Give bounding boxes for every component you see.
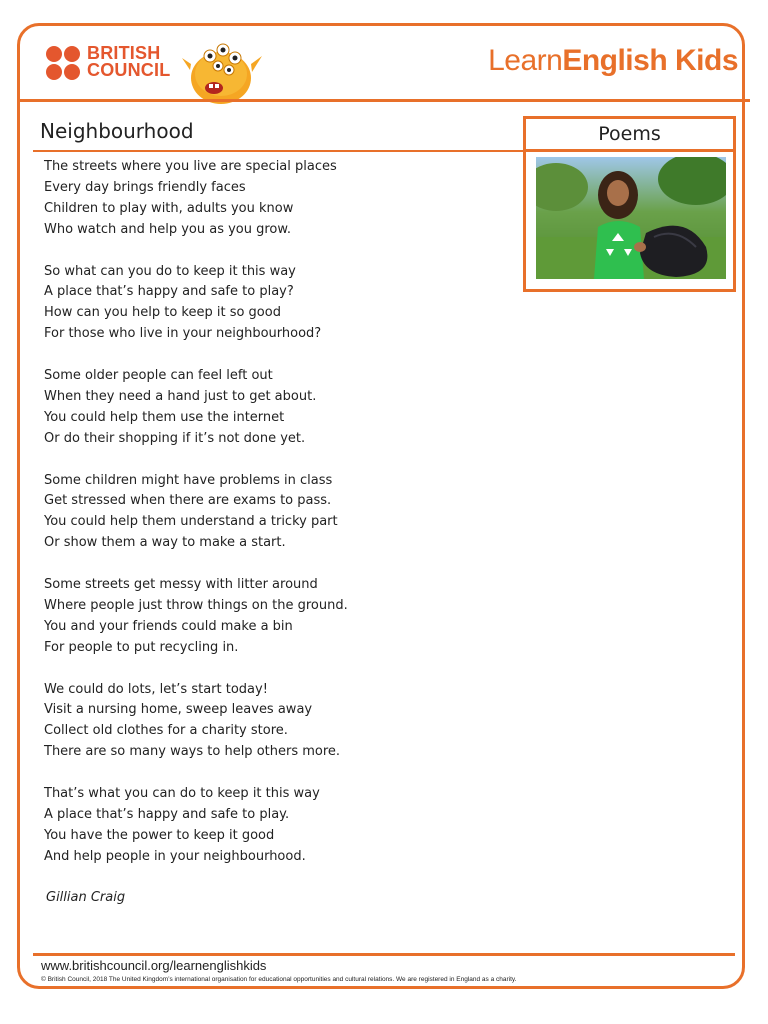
poem-line: Get stressed when there are exams to pass. bbox=[44, 493, 332, 509]
poem-line: You could help them use the internet bbox=[44, 409, 285, 425]
poem-stanza bbox=[44, 157, 514, 241]
poem-line: Some children might have problems in class bbox=[44, 472, 333, 488]
poem-line: For those who live in your neighbourhood? bbox=[44, 326, 322, 342]
poem-line: Who watch and help you as you grow. bbox=[44, 221, 291, 237]
poem-line: Collect old clothes for a charity store. bbox=[44, 723, 288, 739]
poem-line: Every day brings friendly faces bbox=[44, 179, 246, 195]
poem-body bbox=[44, 157, 514, 889]
poem-stanza bbox=[44, 471, 514, 555]
poem-line: So what can you do to keep it this way bbox=[44, 263, 296, 279]
british-council-dots-icon bbox=[46, 46, 82, 82]
poem-line: For people to put recycling in. bbox=[44, 639, 239, 655]
poem-line: Or do their shopping if it’s not done yet. bbox=[44, 430, 306, 446]
poem-line: Or show them a way to make a start. bbox=[44, 535, 286, 551]
poem-line: You and your friends could make a bin bbox=[44, 618, 293, 634]
poem-line: The streets where you live are special places bbox=[44, 159, 337, 174]
poem-line: There are so many ways to help others more. bbox=[44, 744, 341, 760]
poem-stanza bbox=[44, 366, 514, 450]
poem-line: We could do lots, let’s start today! bbox=[44, 681, 268, 697]
footer-copyright: © British Council, 2018 The United Kingdom’s international organisation for educational opportunities and cultural relations. We are registered in England as a charity. bbox=[41, 976, 517, 983]
poem-line: You have the power to keep it good bbox=[44, 827, 275, 843]
category-label: Poems bbox=[523, 116, 736, 152]
poem-stanza bbox=[44, 262, 514, 346]
poem-stanza bbox=[44, 575, 514, 659]
poem-line: And help people in your neighbourhood. bbox=[44, 848, 306, 864]
footer-url[interactable]: www.britishcouncil.org/learnenglishkids bbox=[41, 958, 267, 973]
poem-line: You could help them understand a tricky part bbox=[44, 514, 338, 530]
page-title: Neighbourhood bbox=[40, 119, 194, 143]
poem-line: When they need a hand just to get about. bbox=[44, 388, 317, 404]
british-council-wordmark: BRITISH COUNCIL bbox=[87, 43, 171, 80]
poem-line: Some streets get messy with litter around bbox=[44, 577, 318, 593]
poem-stanza bbox=[44, 784, 514, 868]
monster-mascot-icon bbox=[176, 34, 266, 106]
poem-line: Visit a nursing home, sweep leaves away bbox=[44, 702, 313, 718]
header-divider bbox=[20, 99, 750, 102]
poem-author: Gillian Craig bbox=[46, 890, 126, 905]
footer-divider bbox=[33, 953, 735, 956]
poem-line: A place that’s happy and safe to play. bbox=[44, 807, 290, 822]
title-underline bbox=[33, 150, 525, 152]
poem-line: A place that’s happy and safe to play? bbox=[44, 284, 294, 300]
british-council-logo bbox=[46, 43, 176, 82]
poem-line: How can you help to keep it so good bbox=[44, 305, 281, 321]
girl-recycling-photo bbox=[536, 157, 726, 279]
poem-line: Some older people can feel left out bbox=[44, 368, 273, 384]
poem-line: That’s what you can do to keep it this way bbox=[44, 786, 320, 802]
poem-line: Children to play with, adults you know bbox=[44, 200, 294, 216]
photo-frame bbox=[523, 150, 736, 292]
poem-line: Where people just throw things on the ground. bbox=[44, 597, 348, 613]
poem-stanza bbox=[44, 680, 514, 764]
learnenglish-kids-logo: LearnEnglish Kids bbox=[488, 44, 738, 77]
